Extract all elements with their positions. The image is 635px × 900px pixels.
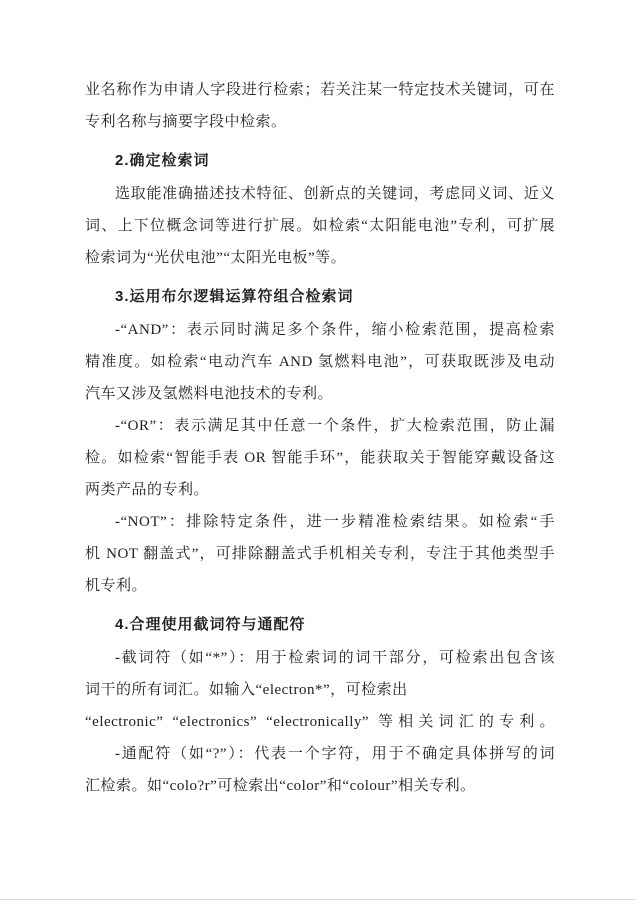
section-heading: 4.合理使用截词符与通配符 [115, 616, 306, 633]
text-line: -通配符（如“?”）：代表一个字符，用于不确定具体拼写的词 [115, 746, 555, 762]
text-line: 词干的所有词汇。如输入“electron*”，可检索出 [85, 682, 408, 698]
text-line: -“OR”：表示满足其中任意一个条件，扩大检索范围，防止漏 [115, 418, 555, 434]
text-line: -“NOT”：排除特定条件，进一步精准检索结果。如检索“手 [115, 514, 555, 530]
document-body [85, 74, 555, 802]
text-line: 业名称作为申请人字段进行检索；若关注某一特定技术关键词，可在 [85, 82, 555, 98]
text-line: 专利名称与摘要字段中检索。 [85, 114, 287, 130]
text-line: 检。如检索“智能手表 OR 智能手环”，能获取关于智能穿戴设备这 [85, 450, 555, 466]
text-line: 精准度。如检索“电动汽车 AND 氢燃料电池”，可获取既涉及电动 [85, 354, 555, 370]
text-line: 检索词为“光伏电池”“太阳光电板”等。 [85, 250, 347, 266]
text-line: 两类产品的专利。 [85, 482, 210, 498]
text-line: 机 NOT 翻盖式”，可排除翻盖式手机相关专利，专注于其他类型手 [85, 546, 555, 562]
text-line: 词、上下位概念词等进行扩展。如检索“太阳能电池”专利，可扩展 [85, 218, 555, 234]
text-line: 选取能准确描述技术特征、创新点的关键词，考虑同义词、近义 [115, 186, 555, 202]
text-line: -“AND”：表示同时满足多个条件，缩小检索范围，提高检索 [115, 322, 555, 338]
text-line: 汇检索。如“colo?r”可检索出“color”和“colour”相关专利。 [85, 778, 476, 794]
text-line: -截词符（如“*”）：用于检索词的词干部分，可检索出包含该 [115, 650, 555, 666]
text-line: 汽车又涉及氢燃料电池技术的专利。 [85, 386, 334, 402]
text-line: “electronic” “electronics” “electronically” 等相关词汇的专利。 [85, 714, 555, 730]
section-heading: 2.确定检索词 [115, 152, 210, 169]
section-heading: 3.运用布尔逻辑运算符组合检索词 [115, 288, 354, 305]
text-line: 机专利。 [85, 578, 148, 594]
